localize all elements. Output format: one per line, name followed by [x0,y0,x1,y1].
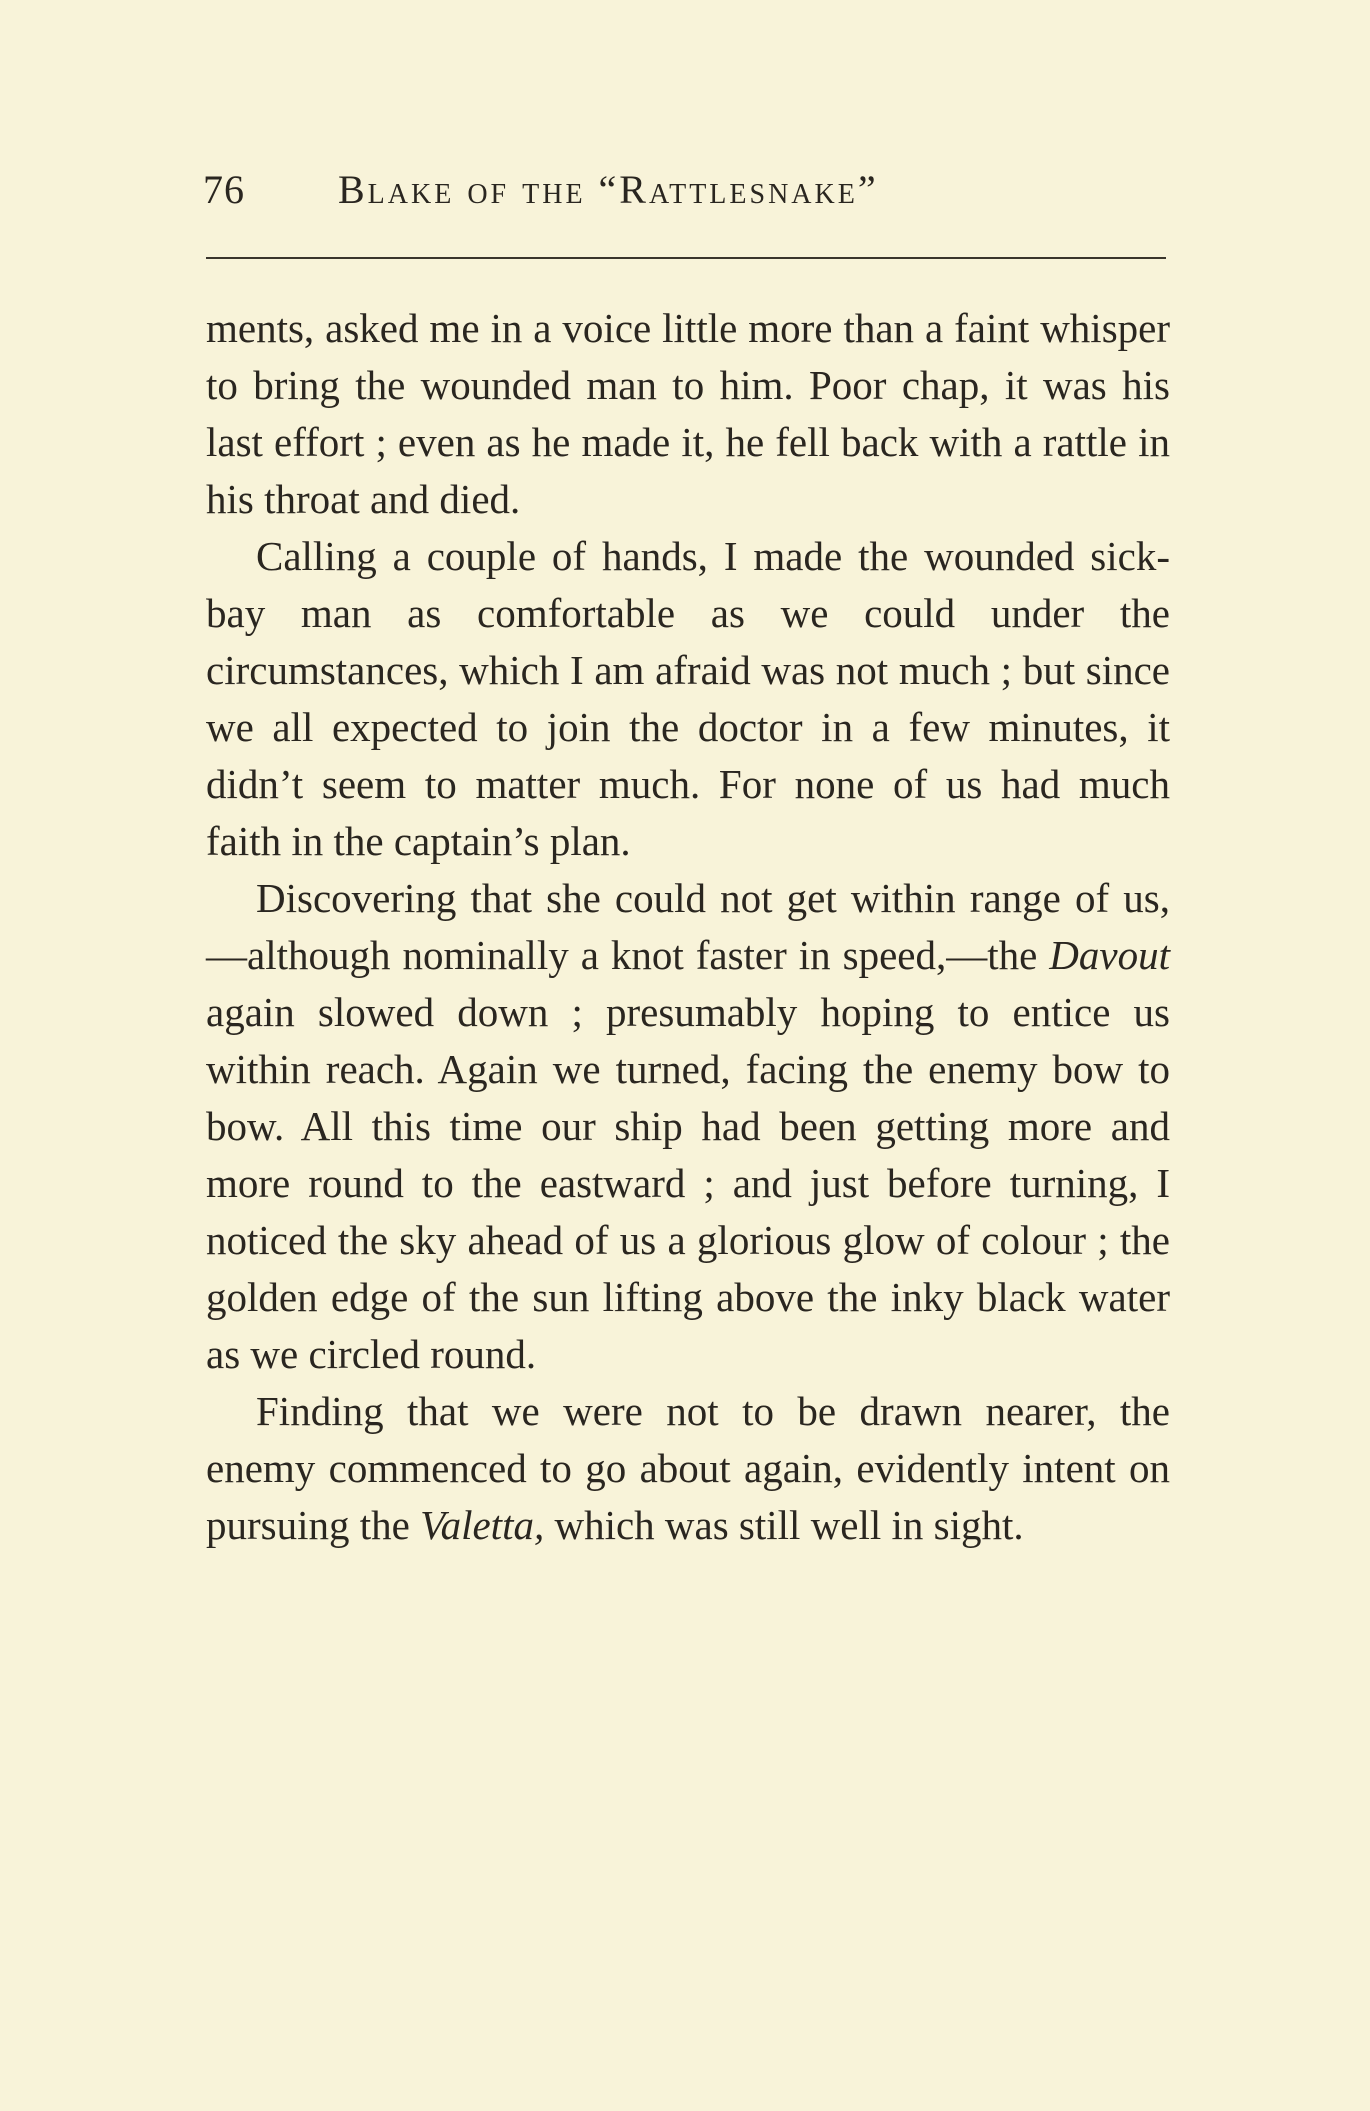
ship-name-davout: Davout [1049,932,1170,978]
running-title: Blake of the “Rattlesnake” [338,167,879,212]
header-rule [206,257,1166,259]
paragraph-4-start: Finding that we were not to be drawn nearer, the enemy commenced to go about again, evidently intent on pursuing the [206,1388,1170,1548]
paragraph-4-end: which was still well in sight. [544,1502,1024,1548]
paragraph-1: ments, asked me in a voice little more than a faint whisper to bring the wounded man to him. Poor chap, it was his last effort ; even as he made it, he fell back with a rattle in his throat and died. [206,305,1170,522]
paragraph-2: Calling a couple of hands, I made the wounded sick-bay man as comfortable as we could under the circumstances, which I am afraid was not much ; but since we all expected to join the doctor in a few minutes, it didn’t seem to matter much. For none of us had much faith in the captain’s plan. [206,533,1170,864]
page-number: 76 [203,167,245,212]
paragraph-3-start: Discovering that she could not get within range of us,—although nominally a knot faster in speed,—the [206,875,1170,978]
ship-name-valetta: Valetta, [420,1502,545,1548]
running-header [203,160,1163,220]
body-text [206,300,1170,1554]
paragraph-3-end: again slowed down ; presumably hoping to entice us within reach. Again we turned, facing the enemy bow to bow. All this time our ship had been getting more and more round to the eastward ; and just before turning, I noticed the sky ahead of us a glorious glow of colour ; the golden edge of the sun lifting above the inky black water as we circled round. [206,989,1170,1377]
paragraph-4 [206,1383,1170,1554]
paragraph-3 [206,870,1170,1383]
